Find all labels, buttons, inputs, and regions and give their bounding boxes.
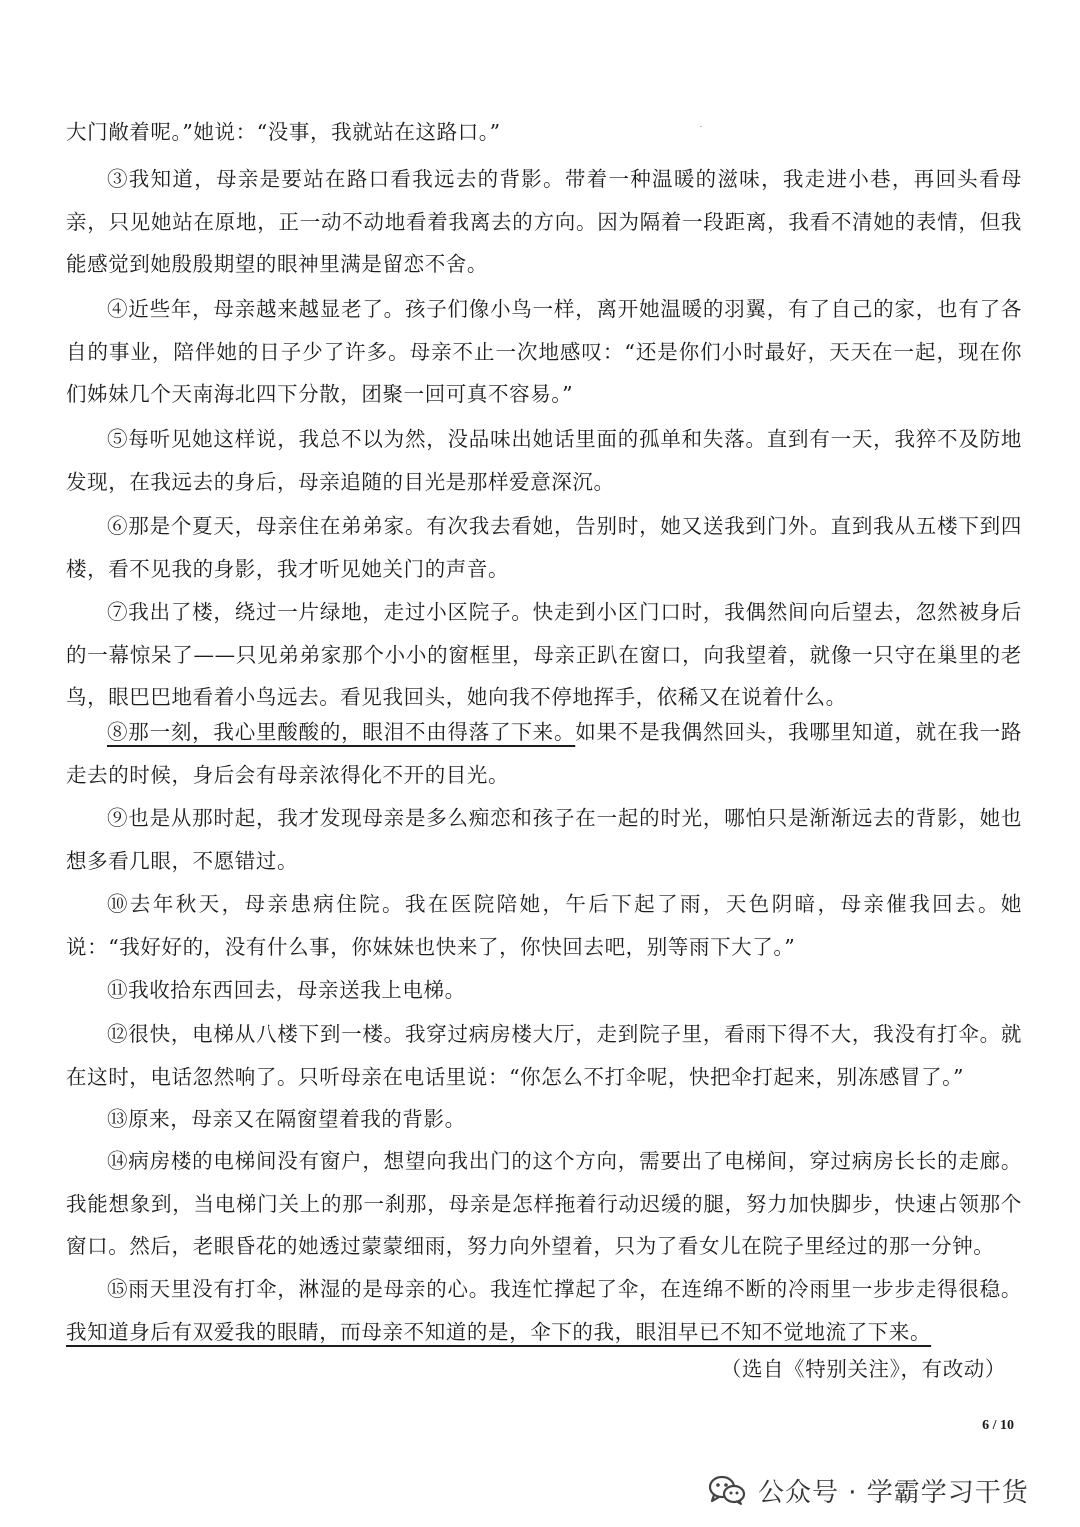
page-number: 6 / 10 — [982, 1418, 1014, 1433]
watermark-text: 公众号 · 学霸学习干货 — [758, 1477, 1029, 1508]
paragraph-4: ④近些年，母亲越来越显老了。孩子们像小鸟一样，离开她温暖的羽翼，有了自己的家，也有了各自的事业，陪伴她的日子少了许多。母亲不止一次地感叹：“还是你们小时最好，天天在一起，现在你们姊妹几个天南海北四下分散，团聚一回可真不容易。” — [66, 297, 1022, 406]
paragraph-5: ⑤每听见她这样说，我总不以为然，没品味出她话里面的孤单和失落。直到有一天，我猝不及防地发现，在我远去的身后，母亲追随的目光是那样爱意深沉。 — [66, 427, 1022, 494]
paragraph-10: ⑩去年秋天，母亲患病住院。我在医院陪她，午后下起了雨，天色阴暗，母亲催我回去。她说：“我好好的，没有什么事，你妹妹也快来了，你快回去吧，别等雨下大了。” — [66, 892, 1022, 959]
paragraph-8-rest: 如果不是我偶然回头，我哪里知道，就在我一路走去的时候，身后会有母亲浓得化不开的目光。 — [66, 720, 1022, 787]
paragraph-11: ⑪我收拾东西回去，母亲送我上电梯。 — [107, 978, 466, 1002]
paragraph-15-start: ⑮雨天里没有打伞，淋湿的是母亲的心。我连忙撑起了伞，在连绵不断的冷雨里一步步走得很稳。 — [107, 1277, 1022, 1301]
paragraph-9: ⑨也是从那时起，我才发现母亲是多么痴恋和孩子在一起的时光，哪怕只是渐渐远去的背影，她也想多看几眼，不愿错过。 — [66, 806, 1022, 873]
paragraph-6: ⑥那是个夏天，母亲住在弟弟家。有次我去看她，告别时，她又送我到门外。直到我从五楼下到四楼，看不见我的身影，我才听见她关门的声音。 — [66, 514, 1022, 581]
paragraph-15 — [66, 1268, 1022, 1353]
wechat-icon — [708, 1474, 746, 1506]
scan-speck: · — [700, 124, 702, 131]
source-citation: （选自《特别关注》，有改动） — [720, 1357, 1006, 1381]
paragraph-8 — [66, 711, 1022, 796]
paragraph-3: ③我知道，母亲是要站在路口看我远去的背影。带着一种温暖的滋味，我走进小巷，再回头看母亲，只见她站在原地，正一动不动地看着我离去的方向。因为隔着一段距离，我看不清她的表情，但我能感觉到她殷殷期望的眼神里满是留恋不舍。 — [66, 167, 1022, 276]
paragraph-12: ⑫很快，电梯从八楼下到一楼。我穿过病房楼大厅，走到院子里，看雨下得不大，我没有打伞。就在这时，电话忽然响了。只听母亲在电话里说：“你怎么不打伞呢，快把伞打起来，别冻感冒了。” — [66, 1022, 1022, 1089]
underlined-sentence-8: ⑧那一刻，我心里酸酸的，眼泪不由得落了下来。 — [107, 720, 576, 744]
paragraph-14: ⑭病房楼的电梯间没有窗户，想望向我出门的这个方向，需要出了电梯间，穿过病房长长的走廊。我能想象到，当电梯门关上的那一刹那，母亲是怎样拖着行动迟缓的腿，努力加快脚步，快速占领那个窗口。然后，老眼昏花的她透过蒙蒙细雨，努力向外望着，只为了看女儿在院子里经过的那一分钟。 — [66, 1149, 1022, 1258]
paragraph-continued: 大门敞着呢。”她说：“没事，我就站在这路口。” — [66, 120, 501, 144]
paragraph-13: ⑬原来，母亲又在隔窗望着我的背影。 — [107, 1107, 466, 1131]
watermark — [708, 1465, 1029, 1515]
paragraph-7: ⑦我出了楼，绕过一片绿地，走过小区院子。快走到小区门口时，我偶然间向后望去，忽然被身后的一幕惊呆了——只见弟弟家那个小小的窗框里，母亲正趴在窗口，向我望着，就像一只守在巢里的老鸟，眼巴巴地看着小鸟远去。看见我回头，她向我不停地挥手，依稀又在说着什么。 — [66, 600, 1022, 709]
underlined-sentence-15: 我知道身后有双爱我的眼睛，而母亲不知道的是，伞下的我，眼泪早已不知不觉地流了下来。 — [66, 1319, 932, 1344]
